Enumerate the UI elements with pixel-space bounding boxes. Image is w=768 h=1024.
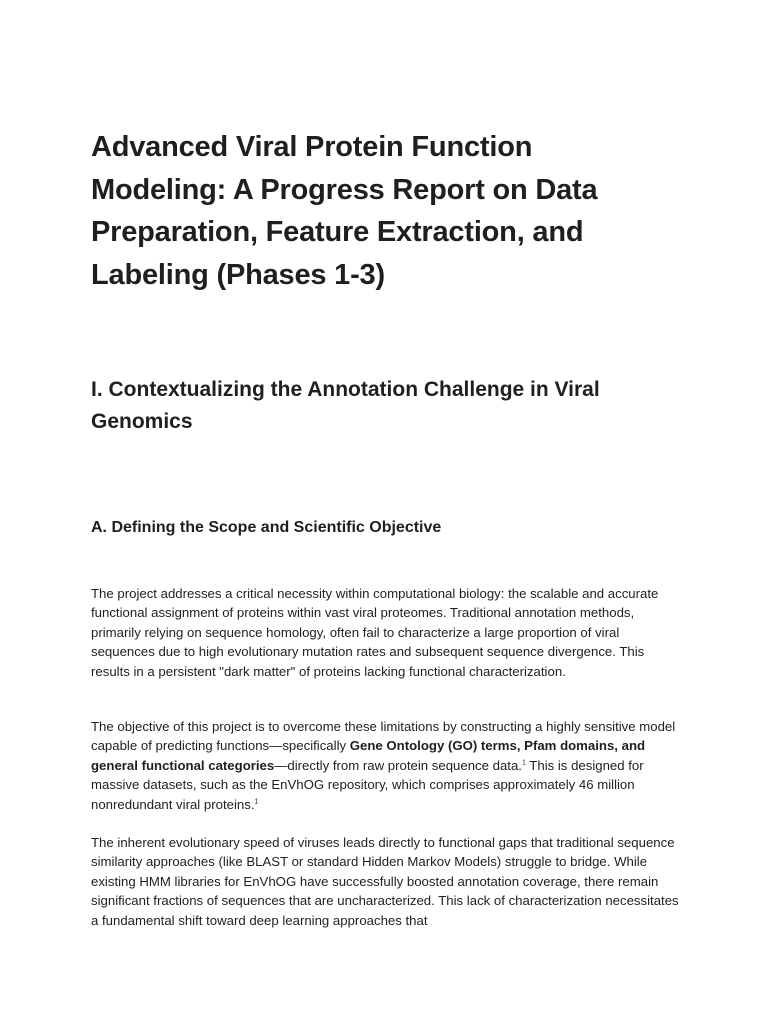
paragraph-1: The project addresses a critical necessity within computational biology: the scalable and accurate functional assignment of proteins within vast viral proteomes. Traditional annotation methods, primarily relying on sequence homology, often fail to characterize a large proportion of viral sequences due to high evolutionary mutation rates and subsequent sequence divergence. This results in a persistent "dark matter" of proteins lacking functional characterization. <box>91 586 659 679</box>
citation-ref[interactable]: 1 <box>521 759 526 767</box>
paragraph-2-text-2: —directly from raw protein sequence data. <box>274 757 522 773</box>
paragraph-2 <box>91 717 683 814</box>
citation-ref[interactable]: 1 <box>254 798 259 806</box>
subsection-heading: A. Defining the Scope and Scientific Objective <box>91 519 442 536</box>
paragraph-2-text-3: This is designed for massive datasets, such as the EnVhOG repository, which comprises approximately 46 million nonredundant viral proteins. <box>91 757 644 812</box>
paragraph-3: The inherent evolutionary speed of viruses leads directly to functional gaps that traditional sequence similarity approaches (like BLAST or standard Hidden Markov Models) struggle to bridge. While existing HMM libraries for EnVhOG have successfully boosted annotation coverage, there remain significant fractions of sequences that are uncharacterized. This lack of characterization necessitates a fundamental shift toward deep learning approaches that <box>91 835 679 928</box>
section-heading: I. Contextualizing the Annotation Challenge in Viral Genomics <box>91 378 600 433</box>
paragraph-2-text-1: The objective of this project is to overcome these limitations by constructing a highly sensitive model capable of predicting functions—specifically <box>91 719 676 754</box>
document-title: Advanced Viral Protein Function Modeling: A Progress Report on Data Preparation, Feature Extraction, and Labeling (Phases 1-3) <box>91 131 598 291</box>
paragraph-2-bold-terms: Gene Ontology (GO) terms, Pfam domains, and general functional categories <box>91 738 646 773</box>
